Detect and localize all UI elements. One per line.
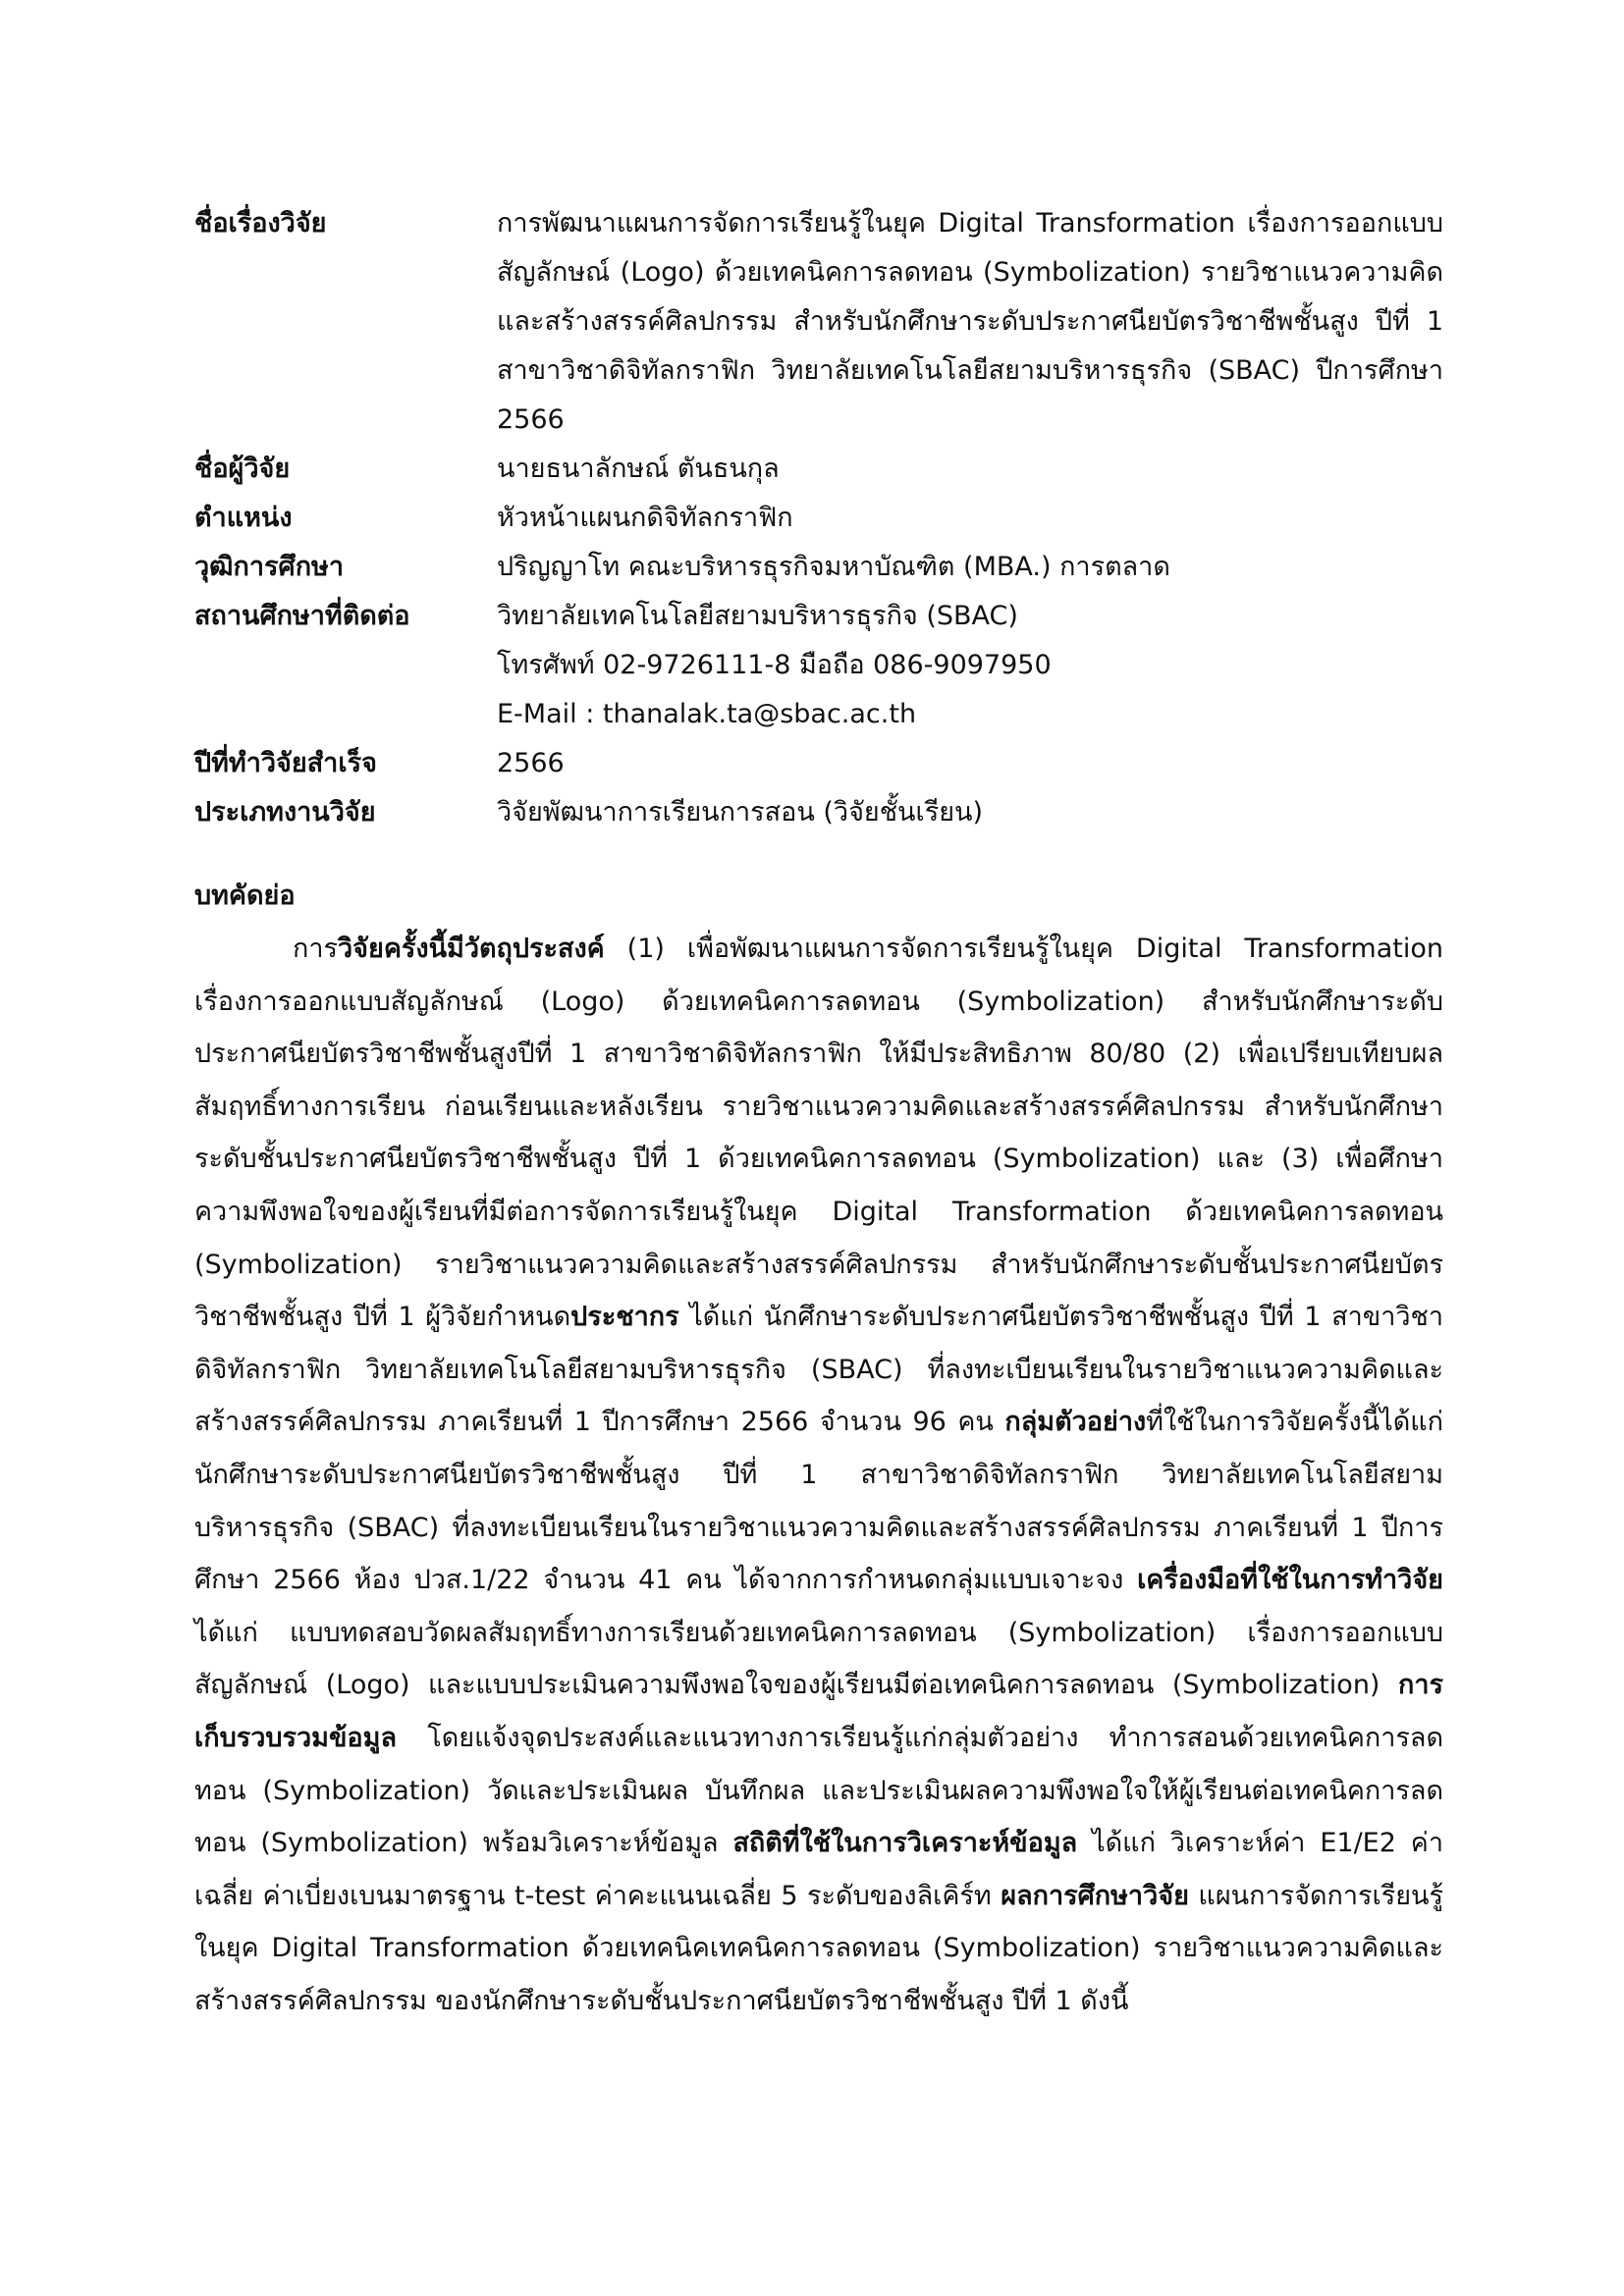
field-value-line: หัวหน้าแผนกดิจิทัลกราฟิก: [497, 503, 793, 533]
abstract-text-run: การ: [293, 934, 339, 964]
research-info-row: [194, 788, 1443, 837]
abstract-text-run: โดยแจ้งจุดประสงค์และแนวทางการเรียนรู้แก่กลุ่มตัวอย่าง ทำการสอนด้วยเทคนิคการลดทอน (Symbolization) วัดและประเมินผล บันทึกผล และประเมินผลความพึงพอใจให้ผู้เรียนต่อเทคนิคการลดทอน (Symbolization) พร้อมวิเคราะห์ข้อมูล: [194, 1722, 1443, 1859]
field-value: [497, 494, 1443, 543]
field-value-line: โทรศัพท์ 02-9726111-8 มือถือ 086-9097950: [497, 650, 1052, 680]
field-value-line: นายธนาลักษณ์ ตันธนกุล: [497, 454, 780, 484]
field-value-line: ปริญญาโท คณะบริหารธุรกิจมหาบัณฑิต (MBA.) การตลาด: [497, 552, 1170, 582]
research-info-row: [194, 592, 1443, 739]
field-value-line: วิจัยพัฒนาการเรียนการสอน (วิจัยชั้นเรียน): [497, 797, 984, 828]
research-info-row: [194, 445, 1443, 494]
abstract-text-run: ที่ใช้ในการวิจัยครั้งนี้ได้แก่ นักศึกษาระดับประกาศนียบัตรวิชาชีพชั้นสูง ปีที่ 1 สาขาวิชาดิจิทัลกราฟิก วิทยาลัยเทคโนโลยีสยามบริหารธุรกิจ (SBAC) ที่ลงทะเบียนเรียนในรายวิชาแนวความคิดและสร้างสรรค์ศิลปกรรม ภาคเรียนที่ 1 ปีการศึกษา 2566 ห้อง ปวส.1/22 จำนวน 41 คน ได้จากการกำหนดกลุ่มแบบเจาะจง: [194, 1407, 1443, 1596]
field-label: ปีที่ทำวิจัยสำเร็จ: [194, 748, 377, 778]
abstract-paragraph: [194, 923, 1443, 2027]
field-value-line: E-Mail : thanalak.ta@sbac.ac.th: [497, 699, 917, 729]
abstract-bold-phrase: การเก็บรวบรวมข้อมูล: [194, 1670, 1443, 1753]
abstract-bold-phrase: ผลการศึกษาวิจัย: [1001, 1880, 1189, 1911]
research-info-row: [194, 494, 1443, 543]
abstract-text-run: ได้แก่ แบบทดสอบวัดผลสัมฤทธิ์ทางการเรียนด้วยเทคนิคการลดทอน (Symbolization) เรื่องการออกแบบสัญลักษณ์ (Logo) และแบบประเมินความพึงพอใจของผู้เรียนมีต่อเทคนิคการลดทอน (Symbolization): [194, 1617, 1443, 1701]
research-info-row: [194, 199, 1443, 445]
abstract-bold-phrase: สถิติที่ใช้ในการวิเคราะห์ข้อมูล: [732, 1828, 1078, 1859]
research-info-row: [194, 739, 1443, 788]
research-info-table: [194, 199, 1443, 837]
field-label: ชื่อผู้วิจัย: [194, 454, 291, 484]
abstract-heading: บทคัดย่อ: [194, 881, 296, 911]
field-label: วุฒิการศึกษา: [194, 552, 345, 582]
abstract-text-run: ได้แก่ วิเคราะห์ค่า E1/E2 ค่าเฉลี่ย ค่าเบี่ยงเบนมาตรฐาน t-test ค่าคะแนนเฉลี่ย 5 ระดับของลิเคิร์ท: [194, 1828, 1443, 1911]
field-value: [497, 445, 1443, 494]
field-label: ตำแหน่ง: [194, 503, 293, 533]
field-value-line: 2566: [497, 748, 565, 778]
abstract-bold-phrase: กลุ่มตัวอย่าง: [1004, 1407, 1147, 1438]
research-info-row: [194, 543, 1443, 592]
field-value-line: การพัฒนาแผนการจัดการเรียนรู้ในยุค Digital Transformation เรื่องการออกแบบสัญลักษณ์ (Logo) ด้วยเทคนิคการลดทอน (Symbolization) รายวิชาแนวความคิดและสร้างสรรค์ศิลปกรรม สำหรับนักศึกษาระดับประกาศนียบัตรวิชาชีพชั้นสูง ปีที่ 1 สาขาวิชาดิจิทัลกราฟิก วิทยาลัยเทคโนโลยีสยามบริหารธุรกิจ (SBAC) ปีการศึกษา 2566: [497, 208, 1443, 435]
field-value: [497, 199, 1443, 445]
field-label: ชื่อเรื่องวิจัย: [194, 208, 327, 239]
field-value-line: วิทยาลัยเทคโนโลยีสยามบริหารธุรกิจ (SBAC): [497, 601, 1018, 631]
abstract-text-run: (1) เพื่อพัฒนาแผนการจัดการเรียนรู้ในยุค Digital Transformation เรื่องการออกแบบสัญลักษณ์ (Logo) ด้วยเทคนิคการลดทอน (Symbolization) สำหรับนักศึกษาระดับประกาศนียบัตรวิชาชีพชั้นสูงปีที่ 1 สาขาวิชาดิจิทัลกราฟิก ให้มีประสิทธิภาพ 80/80 (2) เพื่อเปรียบเทียบผลสัมฤทธิ์ทางการเรียน ก่อนเรียนและหลังเรียน รายวิชาแนวความคิดและสร้างสรรค์ศิลปกรรม สำหรับนักศึกษาระดับชั้นประกาศนียบัตรวิชาชีพชั้นสูง ปีที่ 1 ด้วยเทคนิคการลดทอน (Symbolization) และ (3) เพื่อศึกษาความพึงพอใจของผู้เรียนที่มีต่อการจัดการเรียนรู้ในยุค Digital Transformation ด้วยเทคนิคการลดทอน (Symbolization) รายวิชาแนวความคิดและสร้างสรรค์ศิลปกรรม สำหรับนักศึกษาระดับชั้นประกาศนียบัตรวิชาชีพชั้นสูง ปีที่ 1 ผู้วิจัยกำหนด: [194, 934, 1443, 1333]
abstract-bold-phrase: ประชากร: [570, 1302, 679, 1333]
field-label: สถานศึกษาที่ติดต่อ: [194, 601, 410, 631]
field-value: [497, 543, 1443, 592]
field-label: ประเภทงานวิจัย: [194, 797, 376, 828]
abstract-text-run: แผนการจัดการเรียนรู้ในยุค Digital Transformation ด้วยเทคนิคเทคนิคการลดทอน (Symbolization) รายวิชาแนวความคิดและสร้างสรรค์ศิลปกรรม ของนักศึกษาระดับชั้นประกาศนียบัตรวิชาชีพชั้นสูง ปีที่ 1 ดังนี้: [194, 1880, 1443, 2016]
field-value: [497, 788, 1443, 837]
field-value: [497, 592, 1443, 739]
field-value: [497, 739, 1443, 788]
abstract-bold-phrase: วิจัยครั้งนี้มีวัตถุประสงค์: [338, 934, 605, 964]
research-info-body: [194, 199, 1443, 837]
abstract-text-run: ได้แก่ นักศึกษาระดับประกาศนียบัตรวิชาชีพชั้นสูง ปีที่ 1 สาขาวิชาดิจิทัลกราฟิก วิทยาลัยเทคโนโลยีสยามบริหารธุรกิจ (SBAC) ที่ลงทะเบียนเรียนในรายวิชาแนวความคิดและสร้างสรรค์ศิลปกรรม ภาคเรียนที่ 1 ปีการศึกษา 2566 จำนวน 96 คน: [194, 1302, 1443, 1438]
abstract-bold-phrase: เครื่องมือที่ใช้ในการทำวิจัย: [1137, 1565, 1443, 1596]
